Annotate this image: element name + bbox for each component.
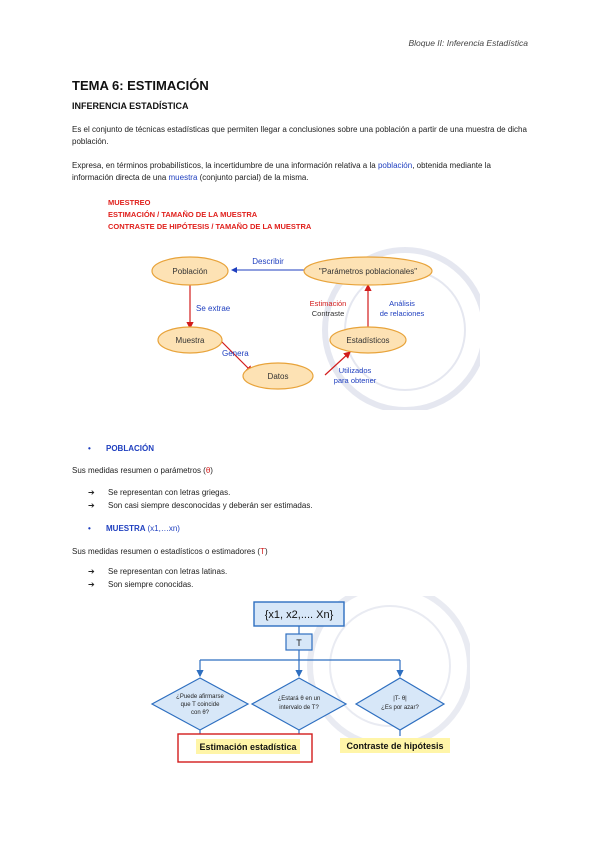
label-contraste: Contraste <box>311 309 345 318</box>
label-analisis: Análisis <box>389 299 415 308</box>
label-relaciones: de relaciones <box>379 309 425 318</box>
muestra-heading <box>88 524 180 533</box>
muestra-intro-text: Sus medidas resumen o estadísticos o estimadores ( <box>72 547 261 556</box>
node-muestra-label: Muestra <box>175 336 205 345</box>
poblacion-intro-close: ) <box>210 466 213 475</box>
description-paragraph <box>72 160 532 184</box>
sample-box-label: {x1, x2,.... Xn} <box>264 609 334 621</box>
arrow-icon: ➔ <box>88 567 95 576</box>
estimacion-label: Estimación estadística <box>199 742 297 752</box>
bullet-dot: • <box>88 524 91 533</box>
arrow-icon: ➔ <box>88 580 95 589</box>
muestra-label: MUESTRA <box>106 524 146 533</box>
contraste-label: Contraste de hipótesis <box>346 741 444 751</box>
label-se-extrae: Se extrae <box>196 304 231 313</box>
diamond-1-line-2: que T coincide <box>180 702 220 708</box>
node-poblacion-label: Población <box>172 267 208 276</box>
poblacion-item-1-text: Se representan con letras griegas. <box>108 488 231 497</box>
node-parametros-label: "Parámetros poblacionales" <box>318 267 418 276</box>
diamond-1-line-1: ¿Puede afirmarse <box>176 694 224 700</box>
page-title: TEMA 6: ESTIMACIÓN <box>72 78 209 93</box>
para2-text-3: (conjunto parcial) de la misma. <box>197 173 309 182</box>
diamond-2-line-2: intervalo de T? <box>279 705 319 711</box>
topic-muestreo: MUESTREO <box>108 198 151 207</box>
definition-paragraph: Es el conjunto de técnicas estadísticas que permiten llegar a conclusiones sobre una población a partir de una muestra de dicha población. <box>72 125 527 146</box>
t-symbol: T <box>260 547 265 556</box>
section-title: INFERENCIA ESTADÍSTICA <box>72 101 189 111</box>
para2-text-2: , obtenida mediante la información directa de una <box>72 161 491 182</box>
diamond-1-line-3: con θ? <box>190 710 210 716</box>
decision-flow-diagram <box>140 596 470 770</box>
topic-estimacion: ESTIMACIÓN / TAMAÑO DE LA MUESTRA <box>108 210 258 219</box>
poblacion-intro <box>72 465 532 477</box>
muestra-link[interactable]: muestra <box>168 173 198 182</box>
topic-list <box>108 197 311 233</box>
poblacion-heading <box>88 444 154 453</box>
t-box-label: T <box>296 638 302 648</box>
theta-symbol: θ <box>205 466 211 475</box>
muestra-intro <box>72 546 532 558</box>
poblacion-item-2-text: Son casi siempre desconocidas y deberán ser estimadas. <box>108 501 313 510</box>
para2-text-1: Expresa, en términos probabilísticos, la incertidumbre de una información relativa a la <box>72 161 378 170</box>
label-describir: Describir <box>252 257 284 266</box>
label-para-obtener: para obtener <box>333 376 377 385</box>
poblacion-label: POBLACIÓN <box>106 444 154 453</box>
diamond-2-line-1: ¿Estará θ en un <box>277 696 321 702</box>
muestra-item-2-text: Son siempre conocidas. <box>108 580 194 589</box>
label-genera: Genera <box>222 349 249 358</box>
label-estimacion: Estimación <box>309 299 347 308</box>
inference-cycle-diagram <box>140 240 480 410</box>
muestra-notation: (x1,…xn) <box>147 524 180 533</box>
poblacion-item-2 <box>88 501 313 510</box>
muestra-intro-close: ) <box>264 547 268 556</box>
label-utilizados: Utilizados <box>338 366 372 375</box>
muestra-item-1-text: Se representan con letras latinas. <box>108 567 228 576</box>
arrow-icon: ➔ <box>88 501 95 510</box>
muestra-item-1 <box>88 567 227 576</box>
muestra-item-2 <box>88 580 193 589</box>
bullet-dot: • <box>88 444 91 453</box>
diamond-3-line-1: |T- θ| <box>393 696 407 702</box>
poblacion-intro-text: Sus medidas resumen o parámetros ( <box>72 466 206 475</box>
poblacion-item-1 <box>88 488 230 497</box>
node-datos-label: Datos <box>267 372 289 381</box>
diamond-3-line-2: ¿Es por azar? <box>381 705 419 711</box>
page-header: Bloque II: Inferencia Estadística <box>408 38 528 48</box>
arrow-icon: ➔ <box>88 488 95 497</box>
poblacion-link[interactable]: población <box>377 161 413 170</box>
topic-contraste: CONTRASTE DE HIPÓTESIS / TAMAÑO DE LA MUESTRA <box>108 222 312 231</box>
node-estadisticos-label: Estadísticos <box>346 336 390 345</box>
